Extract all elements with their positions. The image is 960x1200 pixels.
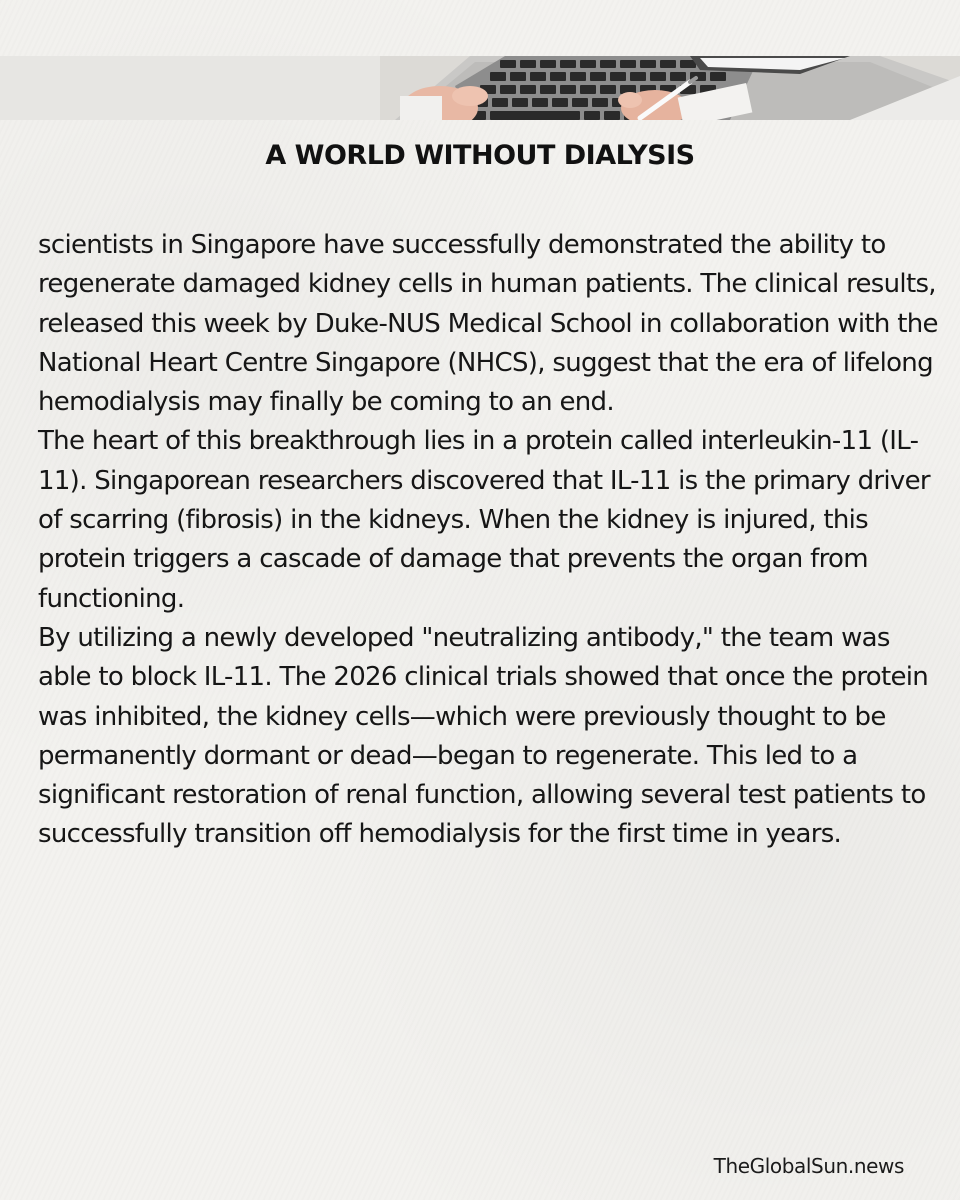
header-banner-image (0, 56, 960, 120)
article-body (38, 226, 938, 855)
article-paragraph: scientists in Singapore have successfully demonstrated the ability to regenerate damaged kidney cells in human patients. The clinical results, released this week by Duke-NUS Medical School in collaboration with the National Heart Centre Singapore (NHCS), suggest that the era of lifelong hemodialysis may finally be coming to an end. (38, 230, 938, 418)
source-credit: TheGlobalSun.news (713, 1154, 904, 1178)
article-headline: A WORLD WITHOUT DIALYSIS (265, 140, 695, 171)
laptop-photo-illustration (0, 56, 960, 120)
article-paragraph: By utilizing a newly developed "neutralizing antibody," the team was able to block IL-11. The 2026 clinical trials showed that once the protein was inhibited, the kidney cells—which were previously thought to be permanently dormant or dead—began to regenerate. This led to a significant restoration of renal function, allowing several test patients to successfully transition off hemodialysis for the first time in years. (38, 622, 929, 850)
article-paragraph: The heart of this breakthrough lies in a protein called interleukin-11 (IL-11). Singaporean researchers discovered that IL-11 is the primary driver of scarring (fibrosis) in the kidneys. When the kidney is injured, this protein triggers a cascade of damage that prevents the organ from functioning. (38, 426, 930, 614)
